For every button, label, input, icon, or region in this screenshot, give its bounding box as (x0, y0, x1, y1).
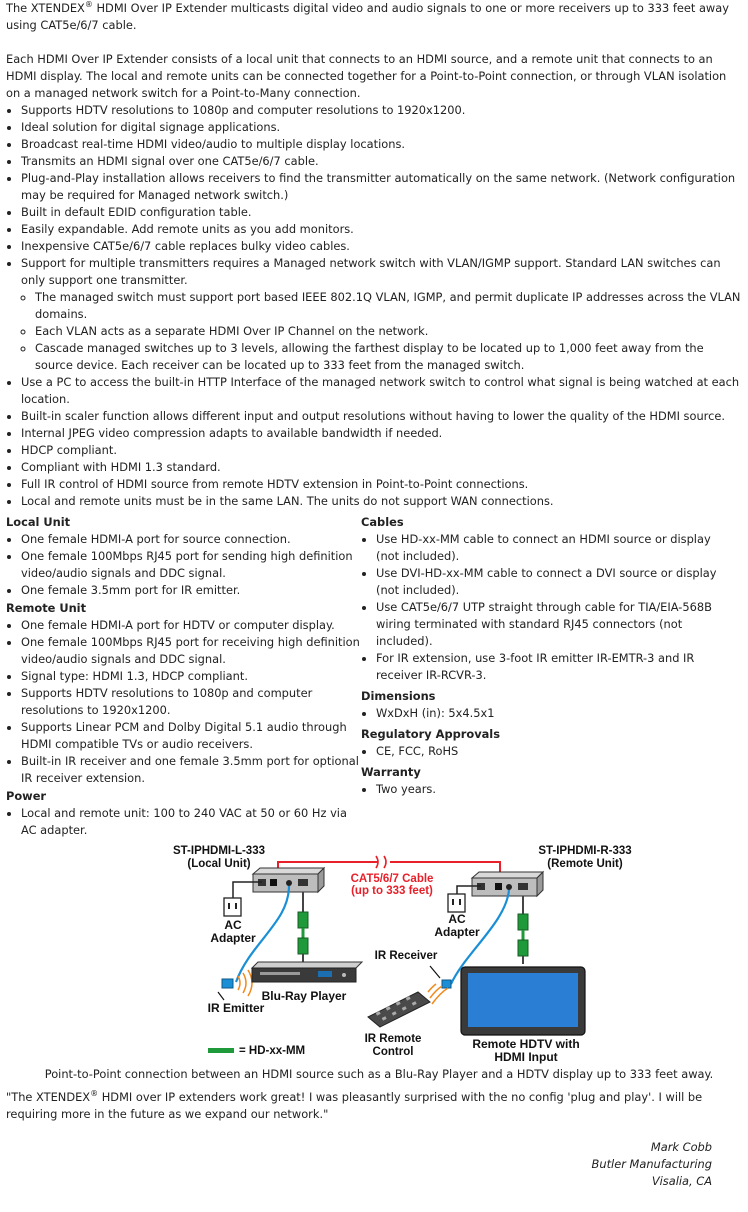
spec-item: • Local and remote unit: 100 to 240 VAC at 50 or 60 Hz via AC adapter. (21, 805, 361, 839)
spec-column-left (6, 513, 361, 839)
connection-diagram-svg (6, 842, 742, 1064)
testimonial-name: Mark Cobb (650, 1140, 712, 1154)
feature-item: • Use a PC to access the built-in HTTP Interface of the managed network switch to control what signal is being watched at each location. (21, 374, 742, 408)
legend-label: = HD-xx-MM (239, 1045, 306, 1057)
local-hdmi-cable (298, 892, 308, 962)
remote-unit-label: (Remote Unit) (547, 858, 623, 870)
hdtv-icon (461, 967, 585, 1035)
ir-emitter-icon (222, 979, 233, 988)
remote-ac-label: AC (448, 912, 466, 926)
cables-list (361, 531, 721, 684)
feature-item: • Full IR control of HDMI source from remote HDTV extension in Point-to-Point connections. (21, 476, 742, 493)
feature-item: • Supports HDTV resolutions to 1080p and computer resolutions to 1920x1200. (21, 102, 742, 119)
feature-item: • Transmits an HDMI signal over one CAT5e/6/7 cable. (21, 153, 742, 170)
intro-paragraph-2: Each HDMI Over IP Extender consists of a local unit that connects to an HDMI source, and a remote unit that connects to an HDMI display. The local and remote units can be connected together for a Point-to-Point connection, or through VLAN isolation on a managed network switch for a Point-to-Many connection. (6, 52, 727, 100)
spec-columns (6, 513, 742, 839)
spec-item: • Use CAT5e/6/7 UTP straight through cable for TIA/EIA-568B wiring terminated with standard RJ45 connectors (not included). (376, 599, 721, 650)
remote-unit-heading: Remote Unit (6, 601, 87, 615)
testimonial-location: Visalia, CA (651, 1174, 712, 1188)
cable-break-icon (376, 856, 386, 868)
remote-unit-device (472, 872, 543, 896)
intro (6, 0, 742, 102)
local-unit-heading: Local Unit (6, 515, 71, 529)
ir-emitter-pointer (218, 992, 224, 1000)
feature-subitem: ◦ The managed switch must support port based IEEE 802.1Q VLAN, IGMP, and permit duplicate IP addresses across the VLAN domains. (35, 289, 742, 323)
power-list (6, 805, 361, 839)
local-ac-label: AC (224, 918, 242, 932)
feature-item: • Inexpensive CAT5e/6/7 cable replaces bulky video cables. (21, 238, 742, 255)
regulatory-list (361, 743, 721, 760)
hdtv-label-2: HDMI Input (494, 1050, 558, 1064)
local-unit-label: (Local Unit) (187, 858, 251, 870)
spec-item: • Supports HDTV resolutions to 1080p and computer resolutions to 1920x1200. (21, 685, 361, 719)
feature-list (6, 102, 742, 510)
feature-item: • Local and remote units must be in the same LAN. The units do not support WAN connections. (21, 493, 742, 510)
cable-label-1: CAT5/6/7 Cable (350, 873, 434, 885)
cable-label-2: (up to 333 feet) (351, 885, 433, 897)
remote-unit-list (6, 617, 361, 787)
ir-remote-icon (368, 992, 430, 1027)
warranty-list (361, 781, 721, 798)
feature-item: • Built in default EDID configuration table. (21, 204, 742, 221)
warranty-heading: Warranty (361, 765, 421, 779)
ir-emitter-label: IR Emitter (207, 1001, 265, 1015)
feature-item: • Compliant with HDMI 1.3 standard. (21, 459, 742, 476)
local-unit-list (6, 531, 361, 599)
remote-model-label: ST-IPHDMI-R-333 (538, 845, 632, 857)
spec-item: • Supports Linear PCM and Dolby Digital 5.1 audio through HDMI compatible TVs or audio receivers. (21, 719, 361, 753)
ir-remote-label-1: IR Remote (364, 1033, 422, 1045)
feature-subitem: ◦ Cascade managed switches up to 3 levels, allowing the farthest display to be located up to 1,000 feet away from the source device. Each receiver can be located up to 333 feet from the managed switch. (35, 340, 742, 374)
spec-item: • Two years. (376, 781, 721, 798)
spec-item: • CE, FCC, RoHS (376, 743, 721, 760)
legend-hdmi-swatch (208, 1048, 234, 1053)
remote-adapter-label: Adapter (434, 925, 480, 939)
feature-item: • Internal JPEG video compression adapts to available bandwidth if needed. (21, 425, 742, 442)
spec-item: • One female HDMI-A port for source connection. (21, 531, 361, 548)
spec-item: • Built-in IR receiver and one female 3.5mm port for optional IR receiver extension. (21, 753, 361, 787)
bluray-player-icon (252, 962, 362, 982)
feature-item: • Broadcast real-time HDMI video/audio to multiple display locations. (21, 136, 742, 153)
spec-column-right (361, 513, 721, 839)
feature-item: • Built-in scaler function allows different input and output resolutions without having to lower the quality of the HDMI source. (21, 408, 742, 425)
feature-item: • HDCP compliant. (21, 442, 742, 459)
feature-item: • Support for multiple transmitters requires a Managed network switch with VLAN/IGMP support. Standard LAN switches can only support one transmitter. ◦ The managed switch must support port based IEEE 802.1Q VLAN, IGMP, and permit duplicate IP addresses across the VLAN domains. ◦ Each VLAN acts as a separate HDMI Over IP Channel on the network. ◦ Cascade managed switches up to 3 levels, allowing the farthest display to be located up to 1,000 feet away from the source device. Each receiver can be located up to 333 feet from the managed switch. (21, 255, 742, 374)
feature-item: • Easily expandable. Add remote units as you add monitors. (21, 221, 742, 238)
bluray-label: Blu-Ray Player (261, 989, 347, 1003)
feature-subitem: ◦ Each VLAN acts as a separate HDMI Over IP Channel on the network. (35, 323, 742, 340)
ir-receiver-pointer (430, 966, 440, 978)
power-heading: Power (6, 789, 47, 803)
spec-item: • Use DVI-HD-xx-MM cable to connect a DVI source or display (not included). (376, 565, 721, 599)
feature-sublist (21, 289, 742, 374)
connection-diagram (6, 842, 742, 1064)
testimonial-quote: "The XTENDEX® HDMI over IP extenders work great! I was pleasantly surprised with the no config 'plug and play'. I will be requiring more in the future as we expand our network." (6, 1089, 703, 1121)
feature-item: • Ideal solution for digital signage applications. (21, 119, 742, 136)
spec-item: • One female 3.5mm port for IR emitter. (21, 582, 361, 599)
feature-item: • Plug-and-Play installation allows receivers to find the transmitter automatically on the same network. (Network configuration may be required for Managed network switch.) (21, 170, 742, 204)
spec-item: • WxDxH (in): 5x4.5x1 (376, 705, 721, 722)
hdtv-label-1: Remote HDTV with (472, 1037, 580, 1051)
cables-heading: Cables (361, 515, 404, 529)
dimensions-list (361, 705, 721, 722)
diagram-caption: Point-to-Point connection between an HDMI source such as a Blu-Ray Player and a HDTV display up to 333 feet away. (44, 1067, 714, 1081)
spec-item: • For IR extension, use 3-foot IR emitter IR-EMTR-3 and IR receiver IR-RCVR-3. (376, 650, 721, 684)
intro-paragraph-1: The XTENDEX® HDMI Over IP Extender multicasts digital video and audio signals to one or more receivers up to 333 feet away using CAT5e/6/7 cable. (6, 0, 729, 32)
ir-receiver-icon (442, 980, 451, 988)
spec-item: • Use HD-xx-MM cable to connect an HDMI source or display (not included). (376, 531, 721, 565)
spec-item: • One female HDMI-A port for HDTV or computer display. (21, 617, 361, 634)
spec-item: • Signal type: HDMI 1.3, HDCP compliant. (21, 668, 361, 685)
local-model-label: ST-IPHDMI-L-333 (172, 845, 266, 857)
testimonial-signature (6, 1139, 742, 1190)
testimonial-company: Butler Manufacturing (591, 1157, 712, 1171)
remote-hdmi-cable (518, 896, 528, 964)
ir-remote-label-2: Control (372, 1046, 414, 1058)
spec-item: • One female 100Mbps RJ45 port for sending high definition video/audio signals and DDC signal. (21, 548, 361, 582)
local-adapter-label: Adapter (210, 931, 256, 945)
dimensions-heading: Dimensions (361, 689, 436, 703)
regulatory-heading: Regulatory Approvals (361, 727, 500, 741)
spec-item: • One female 100Mbps RJ45 port for receiving high definition video/audio signals and DDC signal. (21, 634, 361, 668)
ir-receiver-label: IR Receiver (374, 950, 438, 962)
